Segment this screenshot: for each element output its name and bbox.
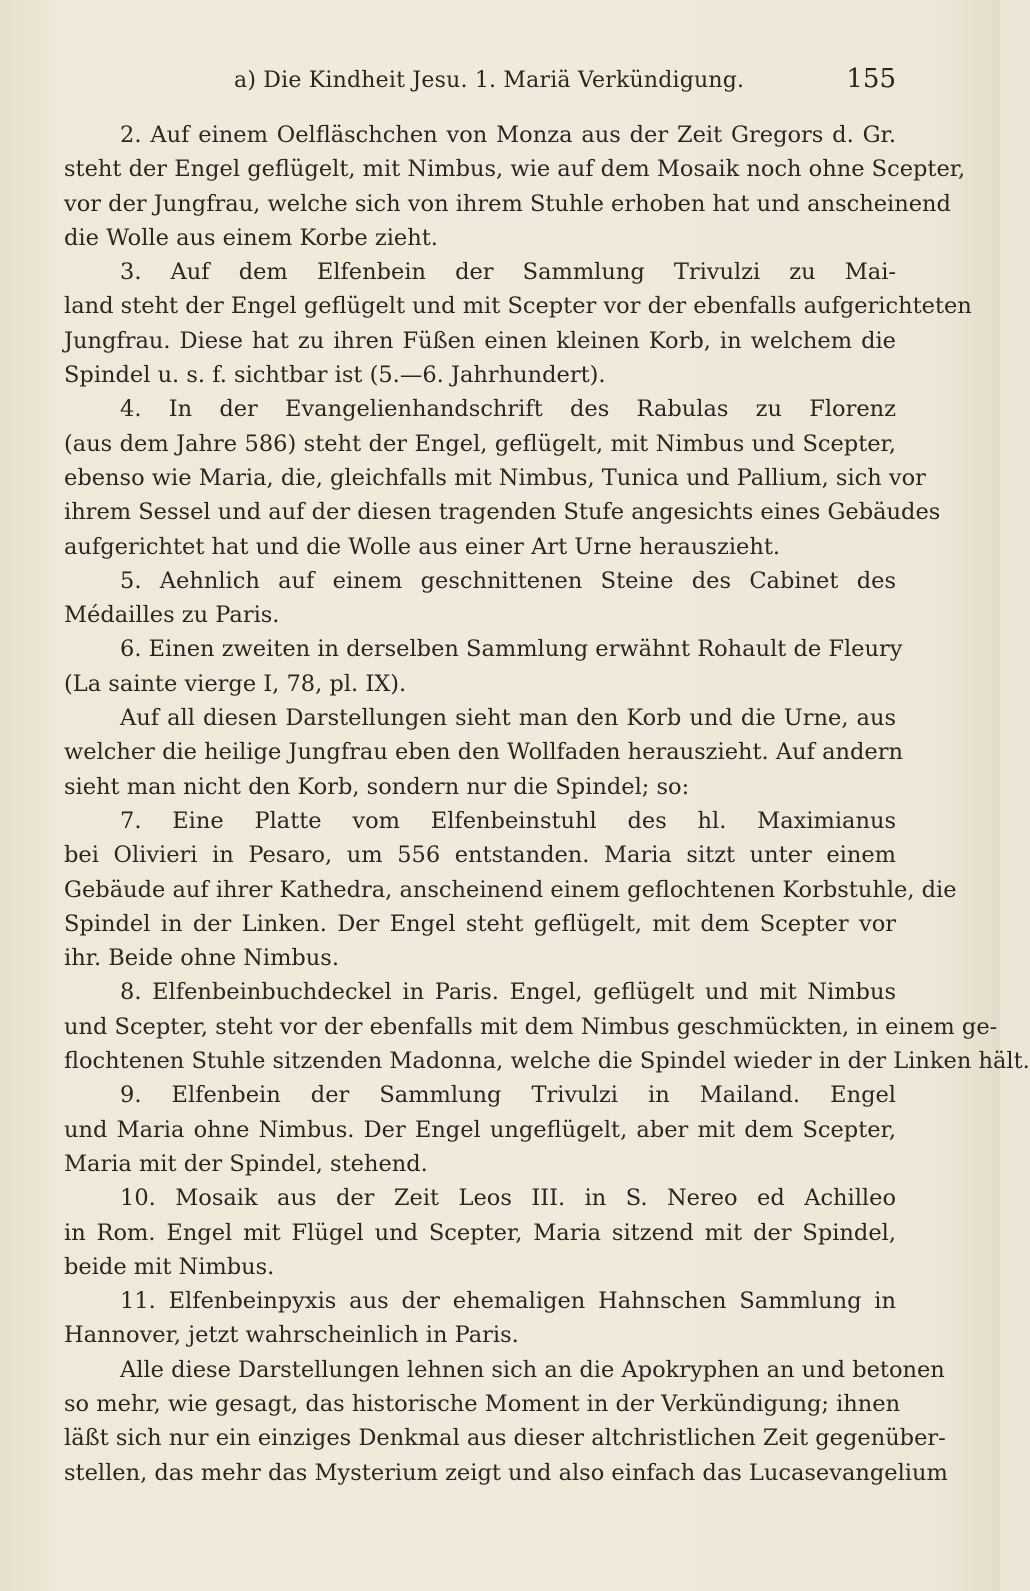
text-line: aufgerichtet hat und die Wolle aus einer Art Urne herauszieht. xyxy=(64,533,781,560)
text-line: (aus dem Jahre 586) steht der Engel, geflügelt, mit Nimbus und Scepter, xyxy=(64,430,896,457)
text-line: und Scepter, steht vor der ebenfalls mit dem Nimbus geschmückten, in einem ge- xyxy=(64,1013,998,1040)
text-line: beide mit Nimbus. xyxy=(64,1253,275,1280)
text-line: Alle diese Darstellungen lehnen sich an die Apokryphen an und betonen xyxy=(120,1356,945,1383)
text-line: in Rom. Engel mit Flügel und Scepter, Maria sitzend mit der Spindel, xyxy=(64,1219,896,1246)
text-line: (La sainte vierge I, 78, pl. IX). xyxy=(64,670,407,697)
text-line: steht der Engel geflügelt, mit Nimbus, wie auf dem Mosaik noch ohne Scepter, xyxy=(64,156,966,183)
text-line: 2. Auf einem Oelfläschchen von Monza aus der Zeit Gregors d. Gr. xyxy=(120,122,896,148)
text-line: Hannover, jetzt wahrscheinlich in Paris. xyxy=(64,1322,519,1349)
text-line: 5. Aehnlich auf einem geschnittenen Steine des Cabinet des xyxy=(120,567,896,594)
text-line: 7. Eine Platte vom Elfenbeinstuhl des hl. Maximianus xyxy=(120,807,896,834)
text-line: Jungfrau. Diese hat zu ihren Füßen einen kleinen Korb, in welchem die xyxy=(64,327,896,354)
text-line: land steht der Engel geflügelt und mit Scepter vor der ebenfalls aufgerichteten xyxy=(64,293,972,320)
text-line: welcher die heilige Jungfrau eben den Wollfaden herauszieht. Auf andern xyxy=(64,739,903,766)
text-body xyxy=(64,118,1030,1490)
text-line: ebenso wie Maria, die, gleichfalls mit Nimbus, Tunica und Pallium, sich vor xyxy=(64,464,926,491)
text-line: stellen, das mehr das Mysterium zeigt und also einfach das Lucasevangelium xyxy=(64,1459,948,1486)
text-line: läßt sich nur ein einziges Denkmal aus dieser altchristlichen Zeit gegenüber- xyxy=(64,1425,946,1452)
text-line: und Maria ohne Nimbus. Der Engel ungeflügelt, aber mit dem Scepter, xyxy=(64,1116,896,1143)
page-header xyxy=(64,62,896,102)
text-line: Spindel in der Linken. Der Engel steht geflügelt, mit dem Scepter vor xyxy=(64,910,896,937)
text-line: sieht man nicht den Korb, sondern nur die Spindel; so: xyxy=(64,773,690,800)
text-line: 10. Mosaik aus der Zeit Leos III. in S. Nereo ed Achilleo xyxy=(120,1185,896,1212)
text-line: flochtenen Stuhle sitzenden Madonna, welche die Spindel wieder in der Linken hält. xyxy=(64,1048,1030,1075)
text-line: so mehr, wie gesagt, das historische Moment in der Verkündigung; ihnen xyxy=(64,1390,901,1417)
text-line: Gebäude auf ihrer Kathedra, anscheinend einem geflochtenen Korbstuhle, die xyxy=(64,876,957,903)
text-line: 6. Einen zweiten in derselben Sammlung erwähnt Rohault de Fleury xyxy=(120,636,903,663)
text-line: die Wolle aus einem Korbe zieht. xyxy=(64,224,438,251)
text-line: bei Olivieri in Pesaro, um 556 entstanden. Maria sitzt unter einem xyxy=(64,842,896,869)
text-line: 4. In der Evangelienhandschrift des Rabulas zu Florenz xyxy=(120,396,896,423)
page-number: 155 xyxy=(846,64,896,94)
text-line: Spindel u. s. f. sichtbar ist (5.—6. Jahrhundert). xyxy=(64,362,606,389)
text-line: ihrem Sessel und auf der diesen tragenden Stufe angesichts eines Gebäudes xyxy=(64,499,941,526)
text-line: 9. Elfenbein der Sammlung Trivulzi in Mailand. Engel xyxy=(120,1082,896,1109)
running-title: a) Die Kindheit Jesu. 1. Mariä Verkündigung. xyxy=(234,68,745,93)
text-line: ihr. Beide ohne Nimbus. xyxy=(64,945,339,972)
text-line: Auf all diesen Darstellungen sieht man den Korb und die Urne, aus xyxy=(120,705,896,732)
text-line: Maria mit der Spindel, stehend. xyxy=(64,1150,428,1177)
text-line: 8. Elfenbeinbuchdeckel in Paris. Engel, geflügelt und mit Nimbus xyxy=(120,979,896,1006)
text-line: Médailles zu Paris. xyxy=(64,602,280,629)
text-line: vor der Jungfrau, welche sich von ihrem Stuhle erhoben hat und anscheinend xyxy=(64,190,951,217)
text-line: 3. Auf dem Elfenbein der Sammlung Trivulzi zu Mai- xyxy=(120,259,896,286)
text-line: 11. Elfenbeinpyxis aus der ehemaligen Hahnschen Sammlung in xyxy=(120,1288,896,1315)
